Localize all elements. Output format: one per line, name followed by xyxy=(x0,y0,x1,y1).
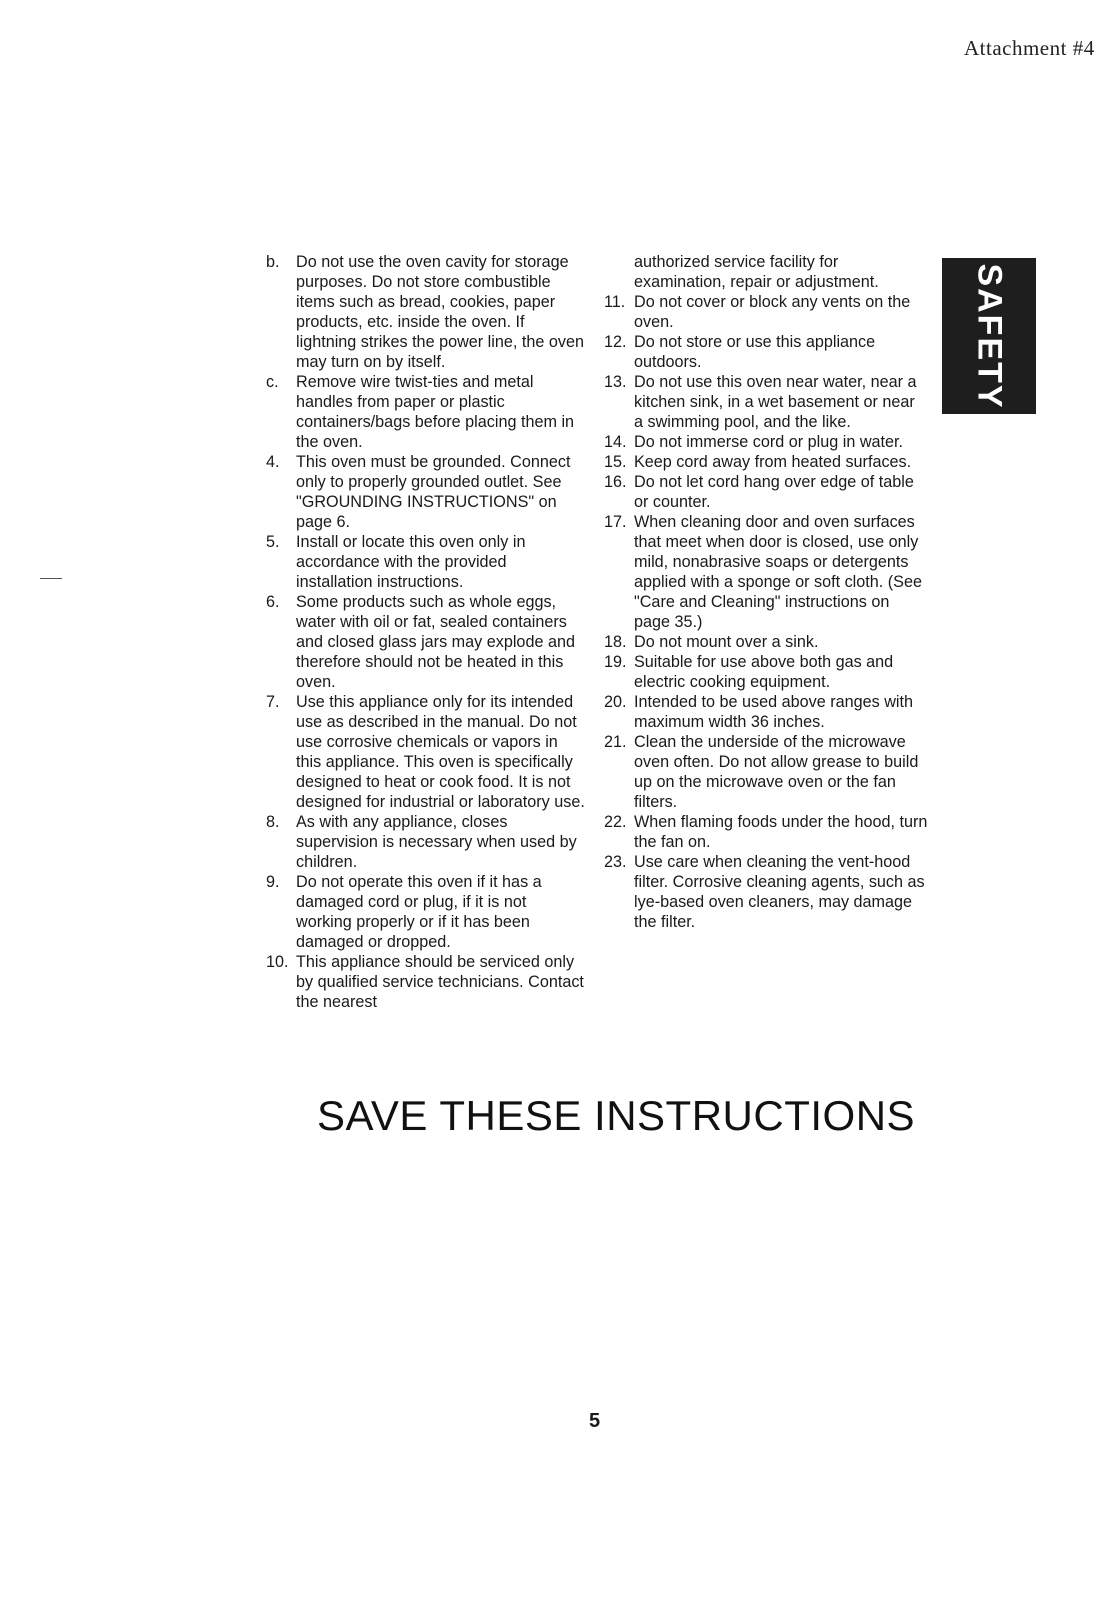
list-item xyxy=(604,332,928,372)
page-number: 5 xyxy=(589,1410,601,1432)
item-number: 11. xyxy=(604,293,626,311)
list-item xyxy=(266,452,586,532)
item-number: b. xyxy=(266,253,280,271)
attachment-label: Attachment #4 xyxy=(964,36,1095,60)
item-text: When cleaning door and oven surfaces that meet when door is closed, use only mild, nonabrasive soaps or detergents applied with a sponge or soft cloth. (See "Care and Cleaning" instructions on page 35.) xyxy=(634,513,922,631)
safety-tab-label: SAFETY xyxy=(970,262,1009,410)
item-number: 18. xyxy=(604,633,627,651)
list-item xyxy=(604,432,928,452)
item-text: Suitable for use above both gas and electric cooking equipment. xyxy=(634,653,894,691)
item-text: When flaming foods under the hood, turn the fan on. xyxy=(634,813,928,851)
item-text: Do not store or use this appliance outdoors. xyxy=(634,333,876,371)
right-column xyxy=(604,252,928,932)
item-text: Do not cover or block any vents on the oven. xyxy=(634,293,911,331)
item-number: 14. xyxy=(604,433,627,451)
item-text: This oven must be grounded. Connect only to properly grounded outlet. See "GROUNDING INSTRUCTIONS" on page 6. xyxy=(296,453,571,531)
item-text: Intended to be used above ranges with maximum width 36 inches. xyxy=(634,693,913,731)
item-text: Do not use this oven near water, near a kitchen sink, in a wet basement or near a swimming pool, and the like. xyxy=(634,373,917,431)
list-item xyxy=(604,372,928,432)
item-text: Do not mount over a sink. xyxy=(634,633,819,651)
list-item xyxy=(266,532,586,592)
item-number: 7. xyxy=(266,693,280,711)
item-number: 15. xyxy=(604,453,627,471)
item-number: 5. xyxy=(266,533,280,551)
item-text: Some products such as whole eggs, water with oil or fat, sealed containers and closed glass jars may explode and therefore should not be heated in this oven. xyxy=(296,593,575,691)
item-number: 8. xyxy=(266,813,280,831)
item-number: 21. xyxy=(604,733,627,751)
item-text: Keep cord away from heated surfaces. xyxy=(634,453,912,471)
item-number: 13. xyxy=(604,373,627,391)
item-number: 16. xyxy=(604,473,627,491)
item-text: Do not immerse cord or plug in water. xyxy=(634,433,904,451)
item-text: Do not let cord hang over edge of table or counter. xyxy=(634,473,914,511)
list-item xyxy=(604,452,928,472)
list-item xyxy=(604,632,928,652)
list-item xyxy=(604,852,928,932)
item-text: Install or locate this oven only in accordance with the provided installation instructions. xyxy=(296,533,526,591)
item-text: This appliance should be serviced only by qualified service technicians. Contact the nearest xyxy=(296,953,584,1011)
item-text: Do not operate this oven if it has a damaged cord or plug, if it is not working properly or if it has been damaged or dropped. xyxy=(296,873,542,951)
list-item xyxy=(266,692,586,812)
item-number: 20. xyxy=(604,693,627,711)
list-item xyxy=(266,252,586,372)
item-number: 22. xyxy=(604,813,627,831)
item-number: c. xyxy=(266,373,279,391)
list-item xyxy=(604,652,928,692)
item-number: 12. xyxy=(604,333,627,351)
list-item xyxy=(266,952,586,1012)
list-item xyxy=(266,872,586,952)
continued-text: authorized service facility for examination, repair or adjustment. xyxy=(634,253,879,291)
list-item xyxy=(266,812,586,872)
margin-mark xyxy=(40,578,62,579)
list-item xyxy=(604,692,928,732)
item-text: Do not use the oven cavity for storage purposes. Do not store combustible items such as bread, cookies, paper products, etc. inside the oven. If lightning strikes the power line, the oven may turn on by itself. xyxy=(296,253,584,371)
item-text: As with any appliance, closes supervision is necessary when used by children. xyxy=(296,813,577,871)
list-item xyxy=(604,292,928,332)
item-number: 9. xyxy=(266,873,280,891)
left-column xyxy=(266,252,586,1012)
list-item xyxy=(604,732,928,812)
list-item xyxy=(604,812,928,852)
item-number: 10. xyxy=(266,953,289,971)
item-number: 17. xyxy=(604,513,627,531)
item-text: Clean the underside of the microwave oven often. Do not allow grease to build up on the microwave oven or the fan filters. xyxy=(634,733,919,811)
safety-section-tab xyxy=(942,258,1036,414)
item-text: Use this appliance only for its intended use as described in the manual. Do not use corrosive chemicals or vapors in this appliance. This oven is specifically designed to heat or cook food. It is not designed for industrial or laboratory use. xyxy=(296,693,585,811)
list-item xyxy=(266,372,586,452)
item-number: 23. xyxy=(604,853,627,871)
item-text: Remove wire twist-ties and metal handles from paper or plastic containers/bags before placing them in the oven. xyxy=(296,373,575,451)
item-number: 4. xyxy=(266,453,280,471)
list-item xyxy=(604,512,928,632)
save-instructions-heading: SAVE THESE INSTRUCTIONS xyxy=(317,1092,916,1139)
list-item xyxy=(604,472,928,512)
item-number: 6. xyxy=(266,593,280,611)
item-number: 19. xyxy=(604,653,627,671)
list-item xyxy=(266,592,586,692)
item-text: Use care when cleaning the vent-hood filter. Corrosive cleaning agents, such as lye-based oven cleaners, may damage the filter. xyxy=(634,853,925,931)
